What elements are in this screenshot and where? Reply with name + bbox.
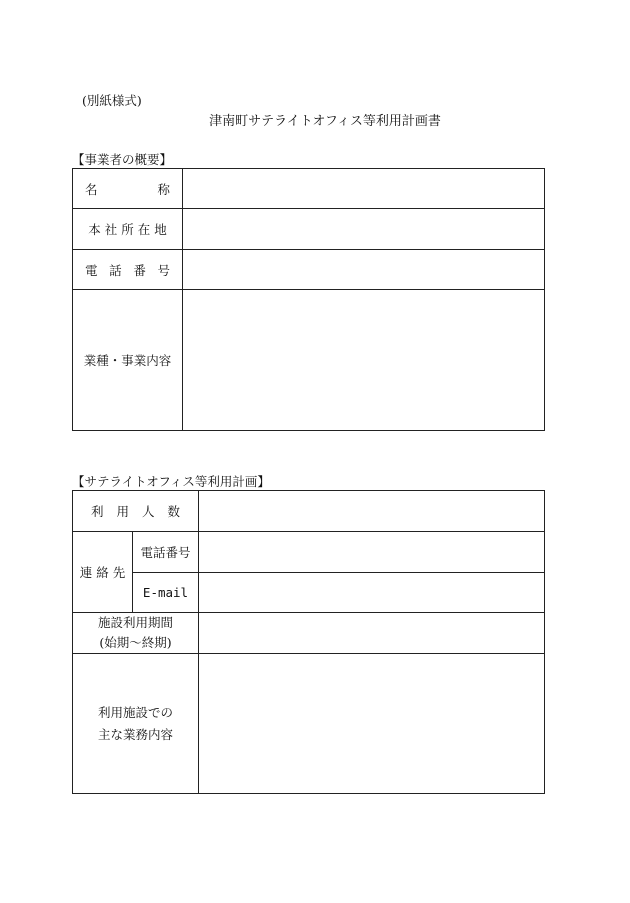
table-row xyxy=(73,491,545,532)
table-row xyxy=(73,290,545,431)
label-contact: 連 絡 先 xyxy=(73,532,133,613)
business-type-field[interactable] xyxy=(183,290,545,431)
table-row xyxy=(73,654,545,794)
usage-period-field[interactable] xyxy=(199,613,545,654)
label-business-type: 業種・事業内容 xyxy=(73,290,183,431)
label-main-work-line2: 主な業務内容 xyxy=(97,726,173,742)
label-usage-period-line2: (始期～終期) xyxy=(99,635,172,650)
label-contact-phone: 電話番号 xyxy=(133,532,199,573)
label-char: 話 xyxy=(109,262,122,278)
label-usage-period-line1: 施設利用期間 xyxy=(97,615,173,630)
form-note: (別紙様式) xyxy=(82,93,142,108)
head-office-address-field[interactable] xyxy=(183,209,545,250)
label-char: 用 xyxy=(116,504,129,519)
label-usage-period xyxy=(73,613,199,654)
label-main-work xyxy=(73,654,199,794)
label-char: 利 xyxy=(91,504,104,519)
phone-number-field[interactable] xyxy=(183,250,545,290)
main-work-field[interactable] xyxy=(199,654,545,794)
table-row xyxy=(73,613,545,654)
table-row xyxy=(73,250,545,290)
contact-email-field[interactable] xyxy=(199,573,545,613)
table-row xyxy=(73,532,545,573)
table-row xyxy=(73,209,545,250)
label-name xyxy=(73,169,183,209)
label-char: 人 xyxy=(141,504,155,519)
label-main-work-line1: 利用施設での xyxy=(97,704,173,720)
label-number-of-users xyxy=(73,491,199,532)
label-contact-email: E-mail xyxy=(133,573,199,613)
business-overview-table xyxy=(72,168,545,431)
label-char: 数 xyxy=(167,504,180,519)
name-field[interactable] xyxy=(183,169,545,209)
section-heading-business-overview: 【事業者の概要】 xyxy=(72,152,173,167)
label-char: 電 xyxy=(85,262,98,278)
table-row xyxy=(73,573,545,613)
label-char: 称 xyxy=(157,181,170,197)
label-head-office-address: 本 社 所 在 地 xyxy=(73,209,183,250)
label-phone-number xyxy=(73,250,183,290)
contact-phone-field[interactable] xyxy=(199,532,545,573)
document-title: 津南町サテライトオフィス等利用計画書 xyxy=(209,114,441,129)
label-char: 号 xyxy=(157,262,170,278)
number-of-users-field[interactable] xyxy=(199,491,545,532)
label-char: 番 xyxy=(133,262,146,278)
usage-plan-table xyxy=(72,490,545,794)
label-char: 名 xyxy=(85,181,98,197)
section-heading-usage-plan: 【サテライトオフィス等利用計画】 xyxy=(72,474,270,489)
table-row xyxy=(73,169,545,209)
